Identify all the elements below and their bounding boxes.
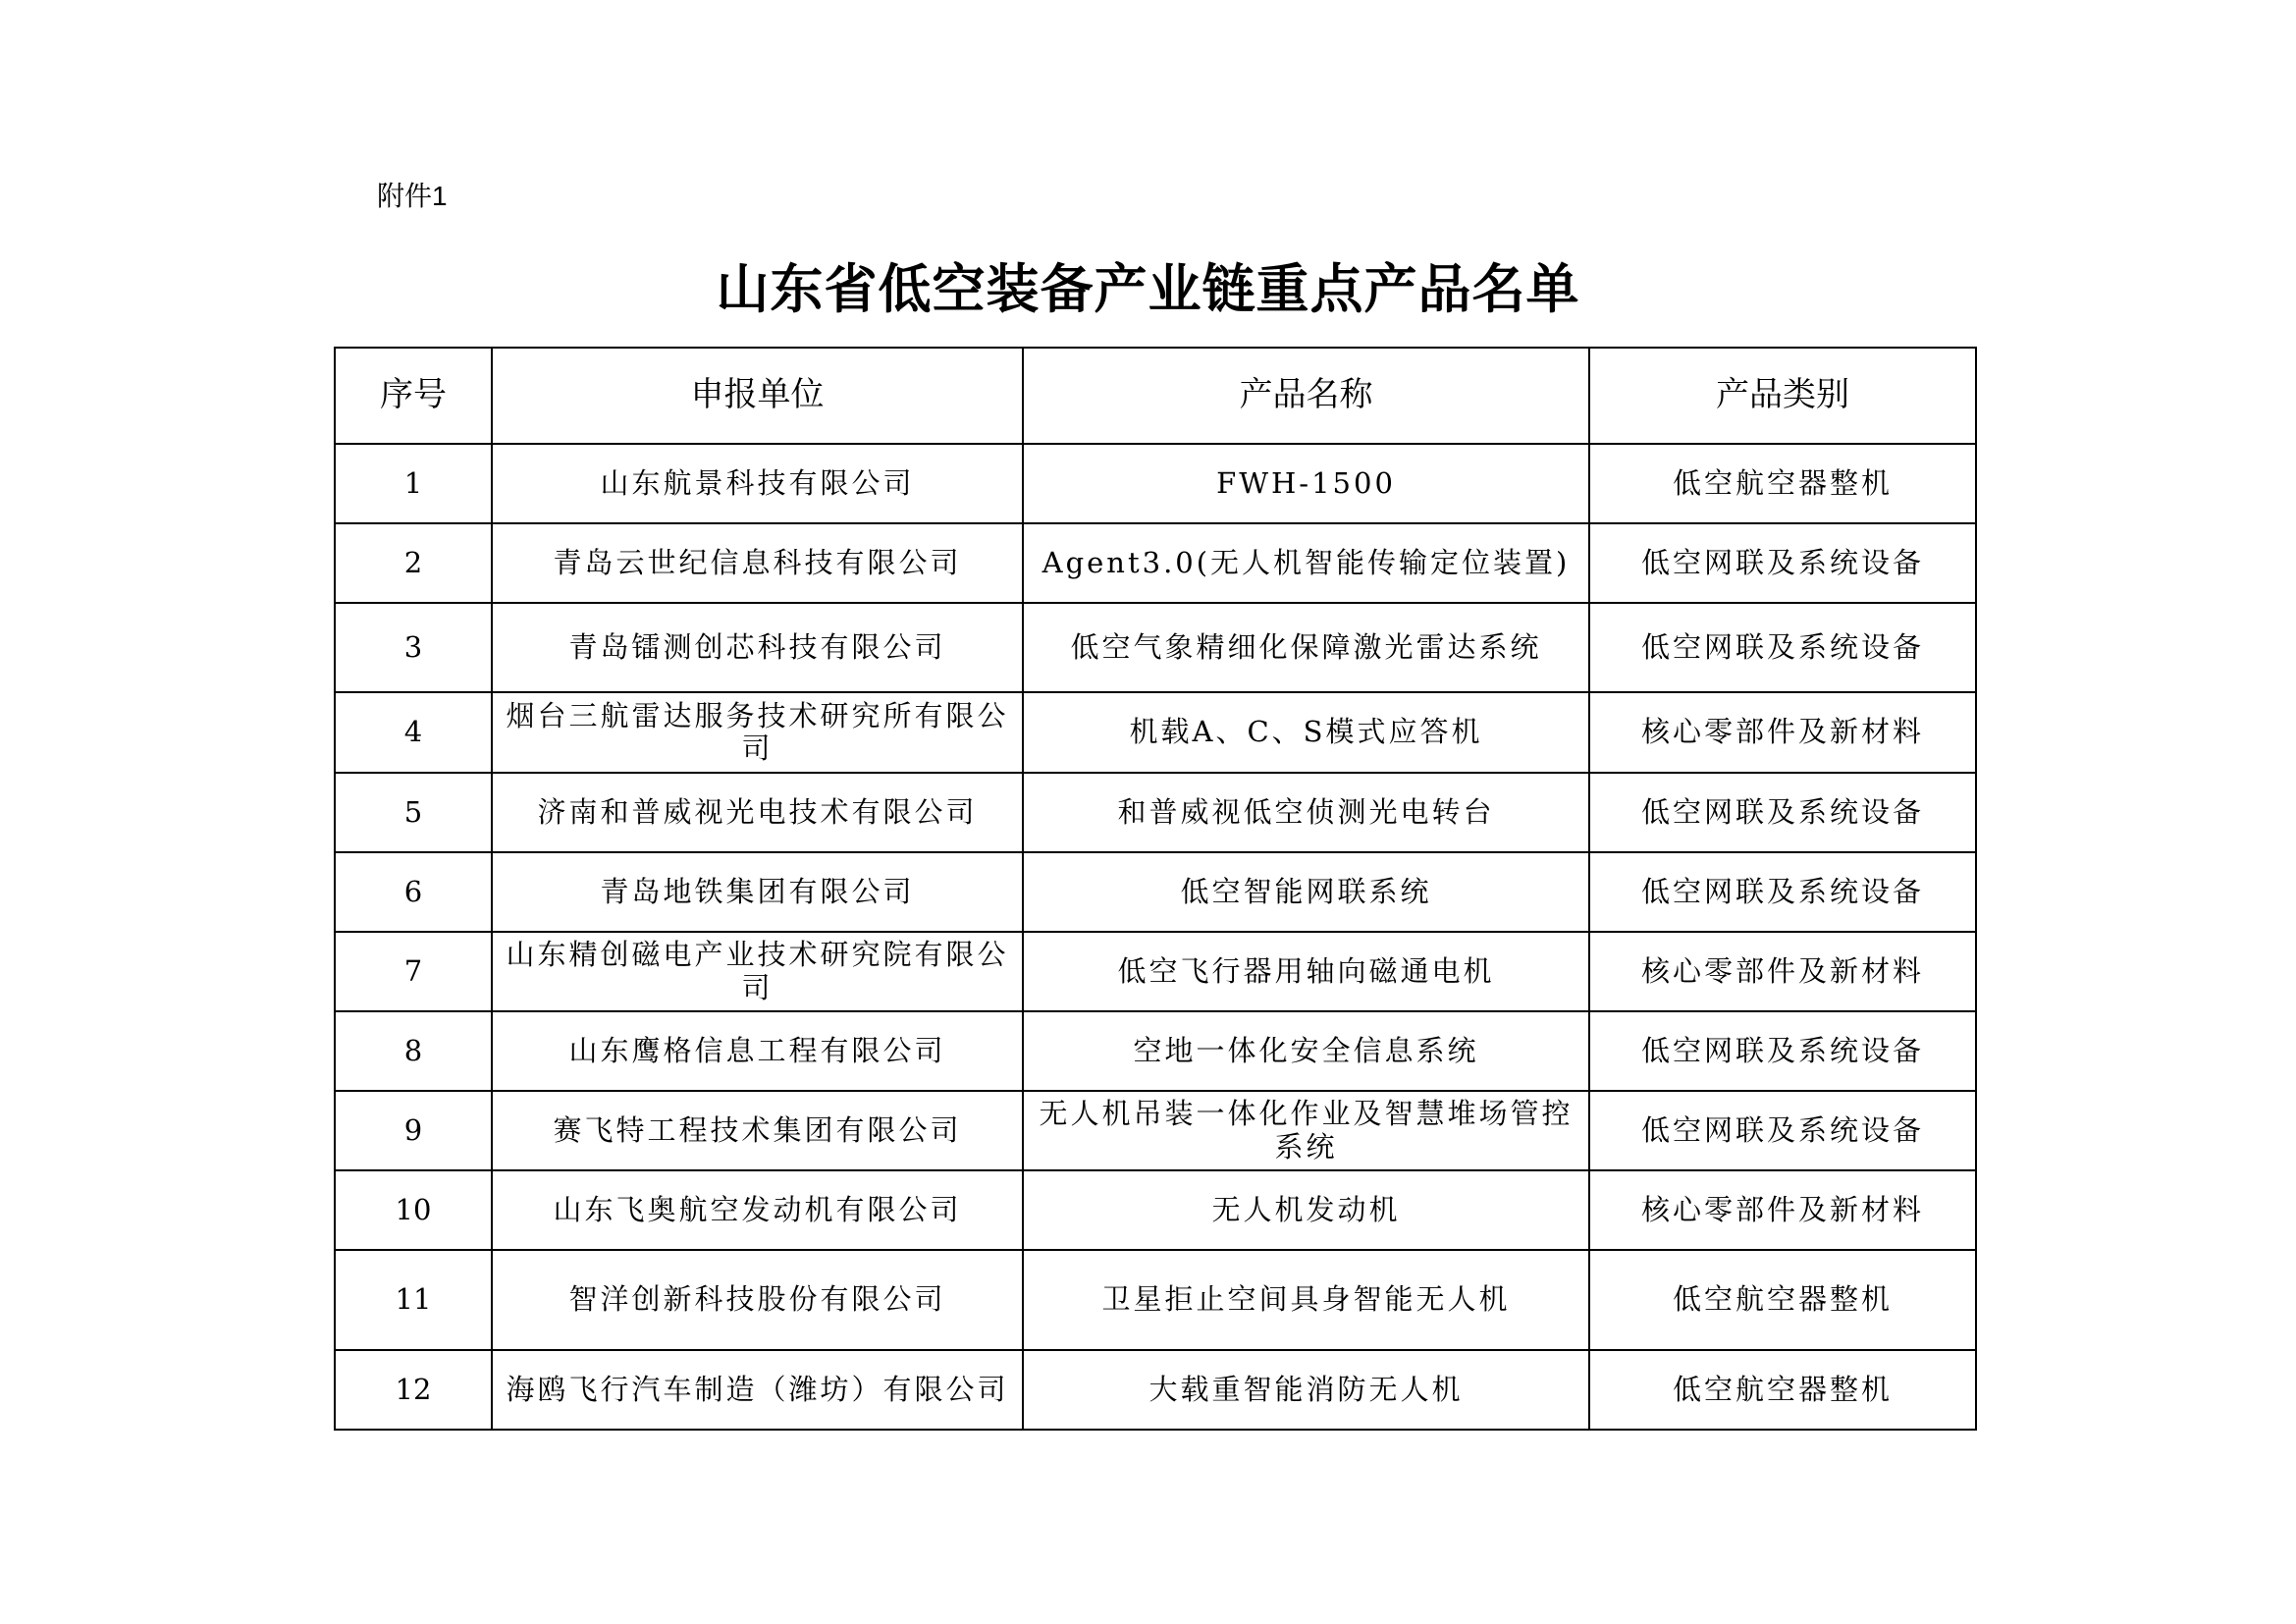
cell-product-name: FWH-1500: [1023, 444, 1589, 523]
cell-product-name: 无人机发动机: [1023, 1170, 1589, 1250]
cell-applicant: 智洋创新科技股份有限公司: [492, 1250, 1023, 1350]
cell-index: 9: [335, 1091, 492, 1170]
header-product-name: 产品名称: [1023, 348, 1589, 444]
cell-applicant: 济南和普威视光电技术有限公司: [492, 773, 1023, 852]
cell-applicant: 山东航景科技有限公司: [492, 444, 1023, 523]
cell-product-name: 空地一体化安全信息系统: [1023, 1011, 1589, 1091]
cell-index: 6: [335, 852, 492, 932]
cell-applicant: 山东飞奥航空发动机有限公司: [492, 1170, 1023, 1250]
cell-product-name: 低空智能网联系统: [1023, 852, 1589, 932]
cell-index: 3: [335, 603, 492, 692]
cell-product-category: 低空网联及系统设备: [1589, 523, 1976, 603]
cell-product-name: 和普威视低空侦测光电转台: [1023, 773, 1589, 852]
header-applicant: 申报单位: [492, 348, 1023, 444]
cell-applicant: 山东精创磁电产业技术研究院有限公司: [492, 932, 1023, 1011]
cell-product-name: 低空气象精细化保障激光雷达系统: [1023, 603, 1589, 692]
cell-product-category: 核心零部件及新材料: [1589, 1170, 1976, 1250]
cell-product-category: 低空网联及系统设备: [1589, 852, 1976, 932]
table-row: [335, 932, 1976, 1011]
cell-index: 12: [335, 1350, 492, 1430]
table-row: [335, 773, 1976, 852]
cell-product-category: 低空网联及系统设备: [1589, 603, 1976, 692]
cell-applicant: 青岛地铁集团有限公司: [492, 852, 1023, 932]
cell-applicant: 山东鹰格信息工程有限公司: [492, 1011, 1023, 1091]
cell-product-category: 低空网联及系统设备: [1589, 773, 1976, 852]
cell-applicant: 烟台三航雷达服务技术研究所有限公司: [492, 692, 1023, 773]
cell-product-name: 无人机吊装一体化作业及智慧堆场管控系统: [1023, 1091, 1589, 1170]
table-row: [335, 1250, 1976, 1350]
cell-applicant: 赛飞特工程技术集团有限公司: [492, 1091, 1023, 1170]
cell-product-category: 核心零部件及新材料: [1589, 692, 1976, 773]
table-row: [335, 523, 1976, 603]
table-row: [335, 852, 1976, 932]
cell-index: 2: [335, 523, 492, 603]
cell-applicant: 海鸥飞行汽车制造（潍坊）有限公司: [492, 1350, 1023, 1430]
cell-product-category: 低空网联及系统设备: [1589, 1011, 1976, 1091]
cell-product-name: 低空飞行器用轴向磁通电机: [1023, 932, 1589, 1011]
table-row: [335, 1170, 1976, 1250]
cell-index: 8: [335, 1011, 492, 1091]
header-product-category: 产品类别: [1589, 348, 1976, 444]
cell-product-category: 核心零部件及新材料: [1589, 932, 1976, 1011]
cell-index: 4: [335, 692, 492, 773]
table-row: [335, 444, 1976, 523]
cell-product-category: 低空航空器整机: [1589, 1350, 1976, 1430]
cell-index: 10: [335, 1170, 492, 1250]
table-row: [335, 692, 1976, 773]
cell-product-name: 大载重智能消防无人机: [1023, 1350, 1589, 1430]
cell-product-category: 低空航空器整机: [1589, 444, 1976, 523]
cell-product-category: 低空网联及系统设备: [1589, 1091, 1976, 1170]
cell-index: 7: [335, 932, 492, 1011]
table-row: [335, 1091, 1976, 1170]
attachment-label: 附件1: [377, 181, 448, 211]
product-list-table: [334, 347, 1977, 1431]
cell-applicant: 青岛云世纪信息科技有限公司: [492, 523, 1023, 603]
cell-applicant: 青岛镭测创芯科技有限公司: [492, 603, 1023, 692]
table-row: [335, 603, 1976, 692]
table-header-row: [335, 348, 1976, 444]
document-title: 山东省低空装备产业链重点产品名单: [716, 258, 1580, 320]
cell-index: 5: [335, 773, 492, 852]
cell-index: 1: [335, 444, 492, 523]
cell-product-name: Agent3.0(无人机智能传输定位装置): [1023, 523, 1589, 603]
table-row: [335, 1350, 1976, 1430]
cell-index: 11: [335, 1250, 492, 1350]
cell-product-name: 机载A、C、S模式应答机: [1023, 692, 1589, 773]
table-row: [335, 1011, 1976, 1091]
cell-product-category: 低空航空器整机: [1589, 1250, 1976, 1350]
header-index: 序号: [335, 348, 492, 444]
cell-product-name: 卫星拒止空间具身智能无人机: [1023, 1250, 1589, 1350]
